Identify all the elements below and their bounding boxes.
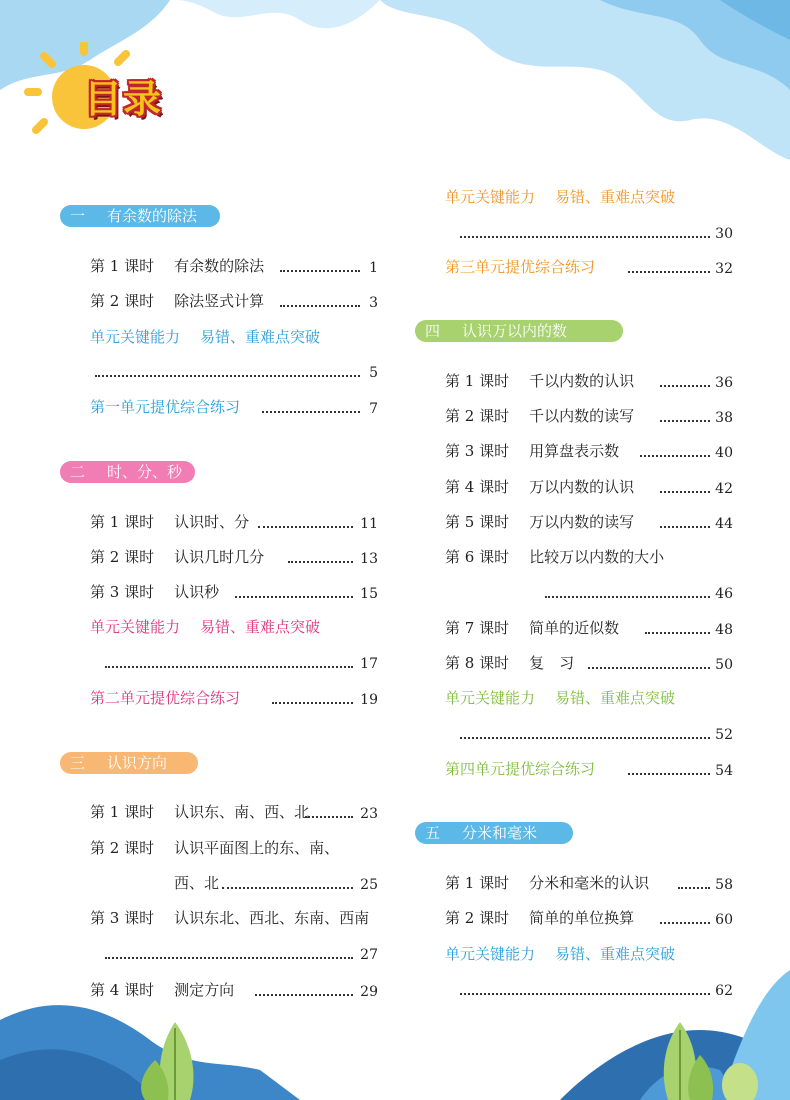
unit-tag-4	[415, 320, 623, 342]
lesson-title: 分米和毫米的认识	[529, 874, 650, 892]
page-number: 44	[715, 516, 733, 532]
toc-entry[interactable]	[445, 406, 634, 426]
toc-entry[interactable]	[445, 653, 574, 673]
page-number: 62	[715, 983, 733, 999]
lesson-title: 用算盘表示数	[529, 442, 620, 460]
page-number: 19	[360, 692, 378, 708]
key-ability-label: 单元关键能力	[90, 618, 181, 636]
page-number: 17	[360, 656, 378, 672]
key-ability-label: 单元关键能力	[445, 188, 536, 206]
lesson-number: 第 7 课时	[445, 619, 510, 637]
page-number: 52	[715, 727, 733, 743]
lesson-title: 万以内数的认识	[529, 478, 635, 496]
lesson-number: 第 4 课时	[90, 981, 155, 999]
page-number: 60	[715, 912, 733, 928]
toc-entry[interactable]	[445, 908, 634, 928]
unit-name: 认识方向	[107, 754, 168, 772]
review-title: 第二单元提优综合练习	[90, 689, 241, 707]
page-number: 36	[715, 375, 733, 391]
lesson-title-continued: 西、北	[174, 874, 220, 892]
toc-entry[interactable]	[445, 873, 649, 893]
lesson-title: 有余数的除法	[174, 257, 265, 275]
lesson-title: 比较万以内数的大小	[529, 548, 665, 566]
toc-entry[interactable]	[90, 512, 249, 532]
lesson-number: 第 3 课时	[445, 442, 510, 460]
key-ability-subtitle: 易错、重难点突破	[200, 328, 321, 346]
review-title: 第一单元提优综合练习	[90, 398, 241, 416]
lesson-number: 第 2 课时	[90, 839, 155, 857]
unit-tag-2	[60, 461, 195, 483]
lesson-title: 测定方向	[174, 981, 235, 999]
lesson-number: 第 1 课时	[445, 874, 510, 892]
leader-dots	[460, 737, 710, 739]
toc-entry-review[interactable]	[90, 397, 240, 417]
toc-entry[interactable]	[90, 582, 219, 602]
toc-entry-key-ability[interactable]	[90, 617, 320, 637]
lesson-title: 千以内数的认识	[529, 372, 635, 390]
leader-dots	[628, 773, 710, 775]
unit-tag-5	[415, 822, 573, 844]
review-title: 第三单元提优综合练习	[445, 258, 596, 276]
unit-number: 五	[425, 824, 441, 842]
page-number: 3	[369, 295, 378, 311]
lesson-title: 认识时、分	[174, 513, 250, 531]
toc-entry[interactable]	[445, 547, 664, 567]
page-number: 11	[360, 516, 378, 532]
lesson-title: 认识平面图上的东、南、	[174, 839, 340, 857]
lesson-number: 第 3 课时	[90, 583, 155, 601]
leader-dots	[460, 993, 710, 995]
unit-number: 四	[425, 322, 441, 340]
lesson-title: 认识秒	[174, 583, 220, 601]
toc-entry[interactable]	[445, 441, 619, 461]
unit-number: 一	[70, 207, 86, 225]
page-number: 38	[715, 410, 733, 426]
lesson-title: 认识东、南、西、北	[174, 803, 310, 821]
leader-dots	[95, 375, 360, 377]
page-number: 30	[715, 226, 733, 242]
toc-entry[interactable]	[90, 980, 234, 1000]
page-number: 29	[360, 984, 378, 1000]
toc-entry[interactable]	[445, 371, 634, 391]
page-number: 1	[369, 260, 378, 276]
leader-dots	[628, 271, 710, 273]
unit-number: 三	[70, 754, 86, 772]
leader-dots	[288, 561, 353, 563]
lesson-number: 第 3 课时	[90, 909, 155, 927]
toc-entry[interactable]	[90, 547, 264, 567]
toc-entry-review[interactable]	[445, 759, 595, 779]
lesson-number: 第 2 课时	[445, 407, 510, 425]
page-number: 15	[360, 586, 378, 602]
key-ability-subtitle: 易错、重难点突破	[555, 188, 676, 206]
unit-name: 时、分、秒	[107, 463, 183, 481]
key-ability-label: 单元关键能力	[445, 689, 536, 707]
leader-dots	[588, 667, 710, 669]
unit-name: 有余数的除法	[107, 207, 198, 225]
review-title: 第四单元提优综合练习	[445, 760, 596, 778]
leader-dots	[258, 526, 353, 528]
lesson-title: 复 习	[529, 654, 575, 672]
lesson-title: 万以内数的读写	[529, 513, 635, 531]
lesson-number: 第 6 课时	[445, 548, 510, 566]
page-number: 46	[715, 586, 733, 602]
leader-dots	[545, 596, 710, 598]
lesson-title: 简单的单位换算	[529, 909, 635, 927]
leader-dots	[222, 887, 353, 889]
toc-entry[interactable]	[90, 802, 309, 822]
page-number: 23	[360, 806, 378, 822]
unit-name: 认识万以内的数	[462, 322, 568, 340]
toc-entry-key-ability[interactable]	[90, 327, 320, 347]
lesson-title: 除法竖式计算	[174, 292, 265, 310]
toc-entry-key-ability[interactable]	[445, 688, 675, 708]
key-ability-subtitle: 易错、重难点突破	[555, 689, 676, 707]
leader-dots	[235, 596, 353, 598]
page-number: 7	[369, 401, 378, 417]
page-number: 50	[715, 657, 733, 673]
leader-dots	[105, 666, 353, 668]
lesson-number: 第 8 课时	[445, 654, 510, 672]
leader-dots	[255, 994, 353, 996]
lesson-number: 第 2 课时	[90, 292, 155, 310]
toc-entry-key-ability[interactable]	[445, 944, 675, 964]
page-title: 目录	[84, 77, 163, 121]
page-number: 27	[360, 947, 378, 963]
lesson-number: 第 2 课时	[445, 909, 510, 927]
leader-dots	[645, 632, 710, 634]
unit-tag-1	[60, 205, 220, 227]
unit-tag-3	[60, 752, 198, 774]
lesson-title: 千以内数的读写	[529, 407, 635, 425]
leader-dots	[640, 455, 710, 457]
page-number: 13	[360, 551, 378, 567]
title-logo	[22, 42, 182, 142]
leader-dots	[272, 702, 353, 704]
page-number: 42	[715, 481, 733, 497]
toc-entry-review[interactable]	[445, 257, 595, 277]
page-number: 5	[369, 365, 378, 381]
toc-entry-review[interactable]	[90, 688, 240, 708]
toc-entry[interactable]	[90, 256, 264, 276]
lesson-title: 简单的近似数	[529, 619, 620, 637]
toc-entry-key-ability[interactable]	[445, 187, 675, 207]
toc-entry[interactable]	[445, 618, 619, 638]
lesson-number: 第 1 课时	[90, 513, 155, 531]
lesson-number: 第 1 课时	[445, 372, 510, 390]
lesson-title: 认识东北、西北、东南、西南	[174, 909, 370, 927]
toc-entry[interactable]	[90, 291, 264, 311]
page-number: 32	[715, 261, 733, 277]
lesson-number: 第 1 课时	[90, 803, 155, 821]
leader-dots	[305, 816, 353, 818]
toc-entry[interactable]	[445, 477, 634, 497]
key-ability-label: 单元关键能力	[90, 328, 181, 346]
key-ability-label: 单元关键能力	[445, 945, 536, 963]
unit-name: 分米和毫米	[462, 824, 538, 842]
lesson-number: 第 2 课时	[90, 548, 155, 566]
page-number: 40	[715, 445, 733, 461]
toc-entry[interactable]	[90, 838, 339, 858]
page-number: 58	[715, 877, 733, 893]
page-number: 48	[715, 622, 733, 638]
page-number: 54	[715, 763, 733, 779]
key-ability-subtitle: 易错、重难点突破	[200, 618, 321, 636]
toc-entry[interactable]	[90, 908, 369, 928]
leader-dots	[105, 957, 353, 959]
lesson-number: 第 4 课时	[445, 478, 510, 496]
leader-dots	[460, 236, 710, 238]
lesson-number: 第 5 课时	[445, 513, 510, 531]
lesson-number: 第 1 课时	[90, 257, 155, 275]
unit-number: 二	[70, 463, 86, 481]
lesson-title: 认识几时几分	[174, 548, 265, 566]
key-ability-subtitle: 易错、重难点突破	[555, 945, 676, 963]
toc-entry[interactable]	[445, 512, 634, 532]
page-number: 25	[360, 877, 378, 893]
leader-dots	[262, 411, 360, 413]
